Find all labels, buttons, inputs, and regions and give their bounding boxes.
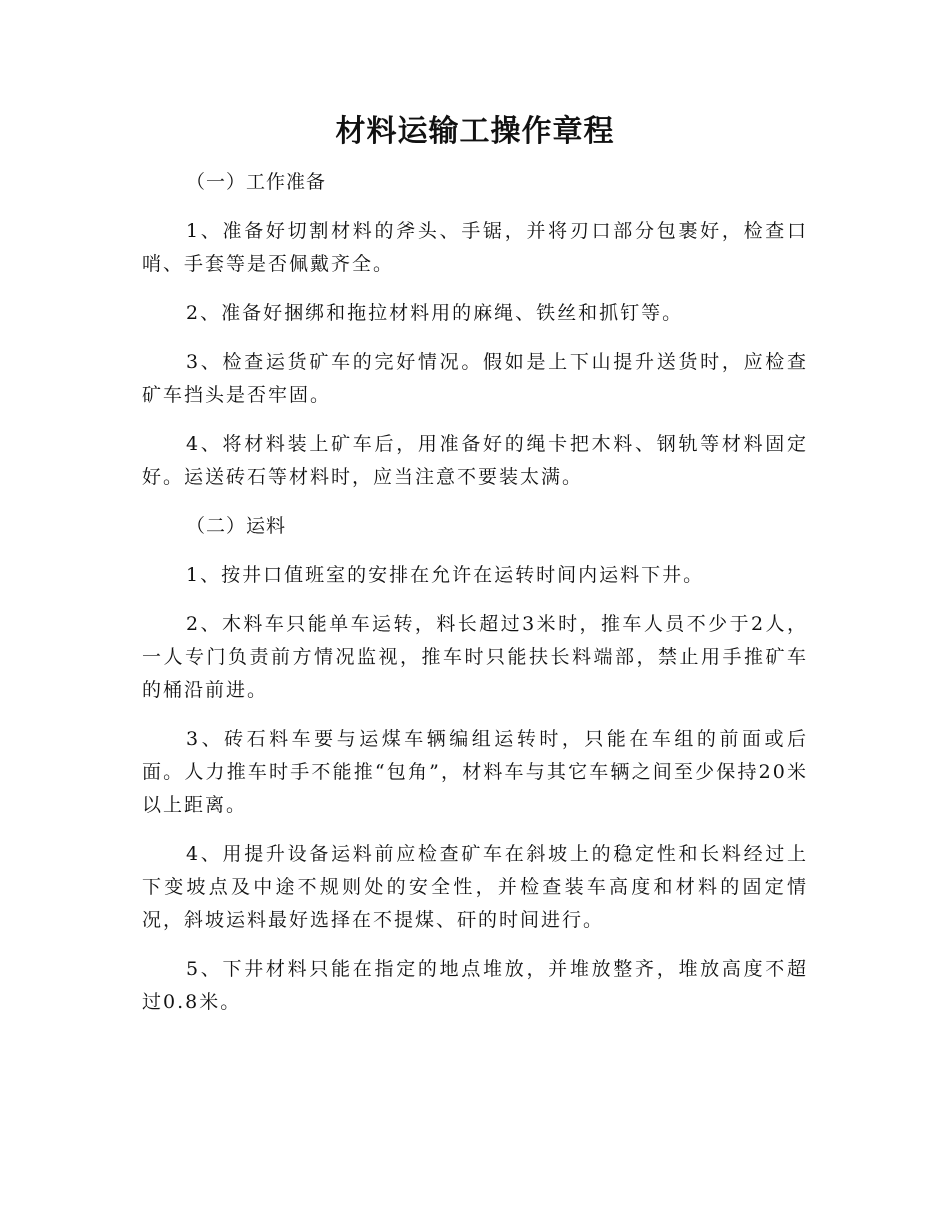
paragraph: 1、准备好切割材料的斧头、手锯，并将刃口部分包裹好，检查口哨、手套等是否佩戴齐全。	[142, 220, 808, 275]
paragraph: 3、砖石料车要与运煤车辆编组运转时，只能在车组的前面或后面。人力推车时手不能推“包角”，材料车与其它车辆之间至少保持20米以上距离。	[142, 728, 808, 816]
paragraph: 2、准备好捆绑和拖拉材料用的麻绳、铁丝和抓钉等。	[186, 302, 684, 324]
section-heading-transport: （二）运料	[186, 515, 287, 537]
section-heading-preparation: （一）工作准备	[186, 171, 327, 193]
paragraph: 4、将材料装上矿车后，用准备好的绳卡把木料、钢轨等材料固定好。运送砖石等材料时，应当注意不要装太满。	[142, 433, 808, 488]
paragraph: 3、检查运货矿车的完好情况。假如是上下山提升送货时，应检查矿车挡头是否牢固。	[142, 351, 808, 406]
paragraph: 5、下井材料只能在指定的地点堆放，并堆放整齐，堆放高度不超过0.8米。	[142, 958, 808, 1013]
paragraph: 1、按井口值班室的安排在允许在运转时间内运料下井。	[186, 564, 705, 586]
paragraph: 4、用提升设备运料前应检查矿车在斜坡上的稳定性和长料经过上下变坡点及中途不规则处的安全性，并检查装车高度和材料的固定情况，斜坡运料最好选择在不提煤、矸的时间进行。	[142, 843, 808, 931]
document-title: 材料运输工操作章程	[335, 114, 615, 149]
paragraph: 2、木料车只能单车运转，料长超过3米时，推车人员不少于2人，一人专门负责前方情况监视，推车时只能扶长料端部，禁止用手推矿车的桶沿前进。	[142, 613, 808, 701]
document-body	[142, 166, 808, 1035]
